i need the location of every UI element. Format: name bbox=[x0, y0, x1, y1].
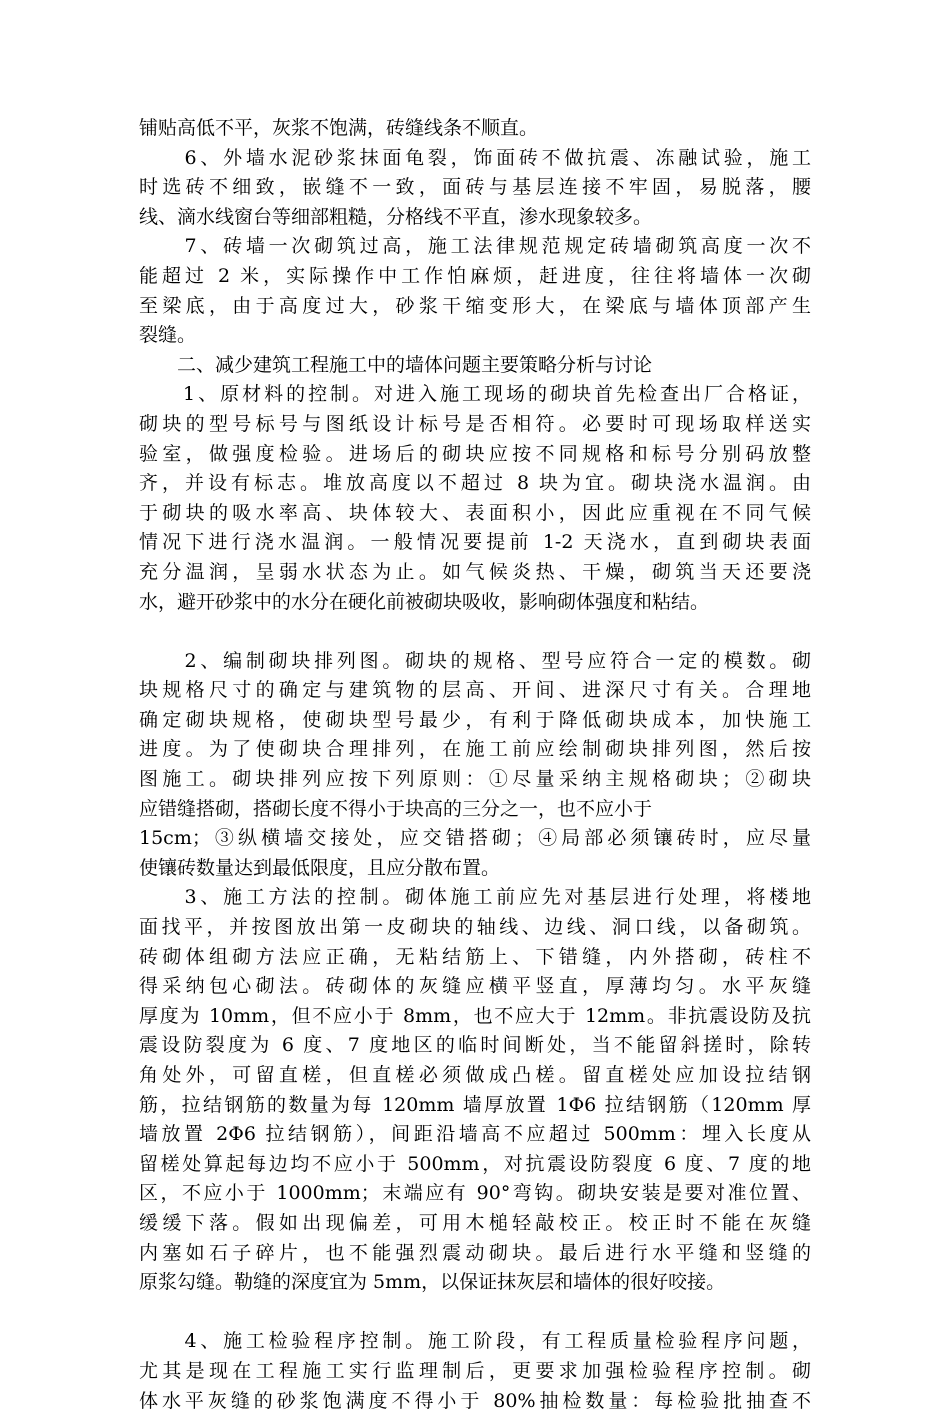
text-line: 震设防裂度为 6 度、7 度地区的临时间断处，当不能留斜搓时，除转 bbox=[139, 1034, 811, 1057]
text-line: 验室，做强度检验。进场后的砌块应按不同规格和标号分别码放整 bbox=[139, 442, 811, 465]
text-line: 2、编制砌块排列图。砌块的规格、型号应符合一定的模数。砌 bbox=[139, 649, 811, 672]
text-line: 砖砌体组砌方法应正确，无粘结筋上、下错缝，内外搭砌，砖柱不 bbox=[139, 945, 811, 968]
text-line: 角处外，可留直槎，但直槎必须做成凸槎。留直槎处应加设拉结钢 bbox=[139, 1064, 811, 1086]
paragraph bbox=[139, 232, 811, 350]
paragraph bbox=[139, 380, 811, 617]
paragraph bbox=[139, 883, 811, 1297]
text-line: 4、施工检验程序控制。施工阶段，有工程质量检验程序问题， bbox=[139, 1330, 811, 1353]
text-line: 体水平灰缝的砂浆饱满度不得小于 80%抽检数量：每检验批抽查不 bbox=[139, 1389, 811, 1412]
text-line: 1、原材料的控制。对进入施工现场的砌块首先检查出厂合格证， bbox=[139, 383, 811, 406]
paragraph bbox=[139, 144, 811, 233]
text-line: 充分温润，呈弱水状态为止。如气候炎热、干燥，砌筑当天还要浇 bbox=[139, 560, 811, 583]
text-line: 15cm；③纵横墙交接处，应交错搭砌；④局部必须镶砖时，应尽量 bbox=[139, 827, 811, 850]
document-body bbox=[139, 114, 811, 1416]
text-line: 块规格尺寸的确定与建筑物的层高、开间、进深尺寸有关。合理地 bbox=[139, 679, 811, 702]
text-line: 应错缝搭砌，搭砌长度不得小于块高的三分之一，也不应小于 bbox=[139, 797, 653, 820]
text-line: 图施工。砌块排列应按下列原则：①尽量采纳主规格砌块；②砌块 bbox=[139, 768, 811, 791]
text-line: 进度。为了使砌块合理排列，在施工前应绘制砌块排列图，然后按 bbox=[139, 738, 811, 761]
text-line: 二、减少建筑工程施工中的墙体问题主要策略分析与讨论 bbox=[139, 353, 653, 376]
text-line: 厚度为 10mm，但不应小于 8mm，也不应大于 12mm。非抗震设防及抗 bbox=[139, 1004, 811, 1027]
text-line: 尤其是现在工程施工实行监理制后，更要求加强检验程序控制。砌 bbox=[139, 1359, 811, 1382]
text-line: 齐，并设有标志。堆放高度以不超过 8 块为宜。砌块浇水温润。由 bbox=[139, 472, 811, 495]
text-line: 线、滴水线窗台等细部粗糙，分格线不平直，渗水现象较多。 bbox=[139, 205, 653, 228]
text-line: 水，避开砂浆中的水分在硬化前被砌块吸收，影响砌体强度和粘结。 bbox=[139, 590, 710, 613]
text-line: 情况下进行浇水温润。一般情况要提前 1-2 天浇水，直到砌块表面 bbox=[139, 531, 811, 554]
text-line: 至梁底，由于高度过大，砂浆干缩变形大，在梁底与墙体顶部产生 bbox=[139, 294, 811, 317]
text-line: 6、外墙水泥砂浆抹面龟裂，饰面砖不做抗震、冻融试验，施工 bbox=[139, 146, 811, 169]
blank-line bbox=[139, 617, 811, 647]
text-line: 7、砖墙一次砌筑过高，施工法律规范规定砖墙砌筑高度一次不 bbox=[139, 235, 811, 258]
text-line: 时选砖不细致，嵌缝不一致，面砖与基层连接不牢固，易脱落，腰 bbox=[139, 176, 811, 199]
blank-line bbox=[139, 1298, 811, 1328]
text-line: 3、施工方法的控制。砌体施工前应先对基层进行处理，将楼地 bbox=[139, 886, 811, 909]
text-line: 使镶砖数量达到最低限度，且应分散布置。 bbox=[139, 856, 501, 879]
section-heading bbox=[139, 351, 811, 381]
paragraph bbox=[139, 647, 811, 884]
text-line: 面找平，并按图放出第一皮砌块的轴线、边线、洞口线，以备砌筑。 bbox=[139, 916, 811, 939]
paragraph bbox=[139, 1327, 811, 1416]
text-line: 内塞如石子碎片，也不能强烈震动砌块。最后进行水平缝和竖缝的 bbox=[139, 1241, 811, 1264]
text-line: 缓缓下落。假如出现偏差，可用木槌轻敲校正。校正时不能在灰缝 bbox=[139, 1211, 811, 1234]
text-line: 确定砌块规格，使砌块型号最少，有利于降低砌块成本，加快施工 bbox=[139, 708, 811, 731]
paragraph bbox=[139, 114, 811, 144]
text-line: 能超过 2 米，实际操作中工作怕麻烦，赶进度，往往将墙体一次砌 bbox=[139, 264, 811, 287]
text-line: 得采纳包心砌法。砖砌体的灰缝应横平竖直，厚薄均匀。水平灰缝 bbox=[139, 975, 811, 998]
text-line: 原浆勾缝。勒缝的深度宜为 5mm，以保证抹灰层和墙体的很好咬接。 bbox=[139, 1271, 726, 1294]
text-line: 铺贴高低不平，灰浆不饱满，砖缝线条不顺直。 bbox=[139, 117, 539, 139]
text-line: 砌块的型号标号与图纸设计标号是否相符。必要时可现场取样送实 bbox=[139, 412, 811, 435]
text-line: 裂缝。 bbox=[139, 324, 197, 347]
text-line: 区，不应小于 1000mm；末端应有 90°弯钩。砌块安装是要对准位置、 bbox=[139, 1182, 811, 1205]
text-line: 筋，拉结钢筋的数量为每 120mm 墙厚放置 1Φ6 拉结钢筋（120mm 厚 bbox=[139, 1093, 811, 1116]
text-line: 于砌块的吸水率高、块体较大、表面积小，因此应重视在不同气候 bbox=[139, 501, 811, 524]
text-line: 墙放置 2Φ6 拉结钢筋），间距沿墙高不应超过 500mm：埋入长度从 bbox=[139, 1123, 811, 1146]
text-line: 留槎处算起每边均不应小于 500mm，对抗震设防裂度 6 度、7 度的地 bbox=[139, 1152, 811, 1175]
